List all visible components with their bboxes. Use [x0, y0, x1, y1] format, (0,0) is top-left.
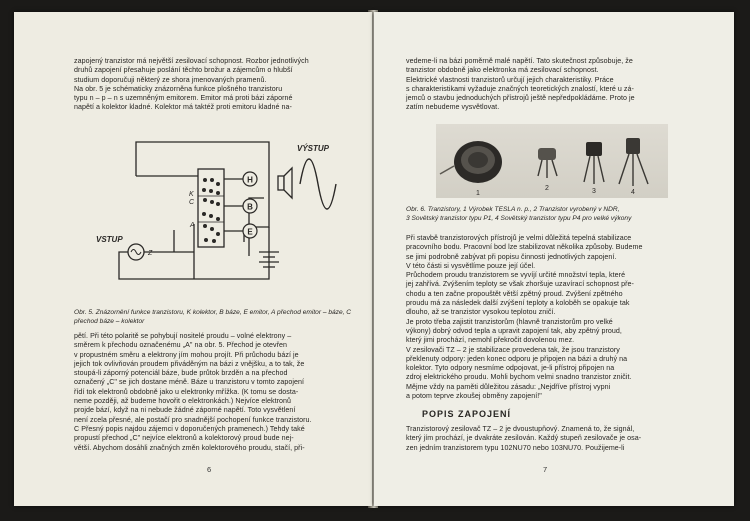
left-paragraph-top: zapojený tranzistor má největší zesilovací schopnost. Rozbor jednotlivých druhů zapojení přesahuje poslání těchto brožur a zájemcům o hlubší studium doporučuji některý ze shora jmenovaných pramenů. Na obr. 5 je schématicky znázorněna funkce plošného tranzistoru typu n – p – n s uzemněným emitorem. Emitor má proti bázi záporné napětí a kolektor kladné. Kolektor má taktéž proti emitoru kladné na-: [74, 57, 309, 112]
p4-transistor-image: [619, 138, 648, 186]
output-label: VÝSTUP: [297, 144, 330, 153]
a-label: A: [190, 222, 195, 229]
right-paragraph-top: vedeme-li na bázi poměrně malé napětí. Tato skutečnost způsobuje, že tranzistor obdobně jako elektronka má zesilovací schopnost. Elektrické vlastnosti tranzistorů určují jejich charakteristiky. Práce s charakteristikami vyžaduje značných teoretických znalostí, které u zá- jemců o stavbu jednoduchých přístrojů ještě nepředpokládáme. Proto je zatím nebudeme vysvětlovat.: [406, 57, 635, 112]
p1-transistor-image: [584, 142, 604, 184]
node-b: [243, 199, 257, 213]
node-e: [243, 224, 257, 238]
photo-number-1: 1: [476, 190, 480, 197]
right-page: [374, 12, 734, 506]
left-page: [14, 12, 372, 506]
speaker-symbol: [278, 168, 292, 198]
c-label: C: [189, 199, 195, 206]
right-page-number: 7: [543, 465, 548, 474]
transistor-circuit-figure: [94, 124, 349, 302]
photo-number-3: 3: [592, 188, 596, 195]
ndr-transistor-image: [538, 148, 557, 178]
section-heading: POPIS ZAPOJENÍ: [422, 409, 512, 419]
k-label: K: [189, 191, 194, 198]
svg-text:E: E: [247, 227, 253, 237]
left-paragraph-bottom: pětí. Při této polaritě se pohybují nositelé proudu – volné elektrony – směrem k přechodu označenému „A" na obr. 5. Přechod je otevřen v propustném směru a elektrony jím mohou projít. Při průchodu bází je jejich tok ovlivňován proudem přiváděným na bázi z vnějšku, a to tak, že stoupá-li záporný potenciál báze, bude průtok brzděn a na přechod označený „C" se jich dostane méně. Báze u tranzistoru v tomto zapojení řídí tok elektronů obdobně jako u elektronky mřížka. (K tomu se dosta- neme později, až budeme hovořit o elektronkách.) Nejvíce elektronů projde bází, když na ni nebude žádné záporné napětí. Toto vysvětlení není zcela přesné, ale postačí pro snadnější pochopení funkce tranzistoru. C Přesný popis najdou zájemci v doporučených pramenech.) Tehdy také propustí přechod „C" nejvíce elektronů a kolektorový proud bude nej- větší. Abychom dosáhli značných změn kolektorového proudu, stačí, při-: [74, 332, 312, 452]
figure-6-caption: Obr. 6. Tranzistory, 1 Výrobek TESLA n. p., 2 Tranzistor vyrobený v NDR, 3 Sovětský tranzistor typu P1, 4 Sovětský tranzistor typu P4 pro velké výkony: [406, 206, 632, 222]
photo-number-4: 4: [631, 189, 635, 196]
tesla-transistor-image: [440, 141, 502, 183]
svg-text:B: B: [247, 202, 253, 212]
node-h: [243, 172, 257, 186]
left-page-number: 6: [207, 465, 212, 474]
right-paragraph-bottom: Tranzistorový zesilovač TZ – 2 je dvoustupňový. Znamená to, že signál, který jím prochází, je dvakráte zesilován. Každý stupeň zesilovače je osa- zen jedním tranzistorem typu 102NU70 nebo 103NU70. Použijeme-li: [406, 425, 642, 452]
photo-number-2: 2: [545, 185, 549, 192]
transistors-photo: [436, 124, 668, 198]
z-label: Z: [148, 250, 153, 257]
input-label: VSTUP: [96, 235, 123, 244]
figure-5-caption: Obr. 5. Znázornění funkce tranzistoru, K kolektor, B báze, E emitor, A přechod emitor – báze, C přechod báze – kolektor: [74, 309, 352, 325]
input-source: [128, 244, 144, 260]
svg-text:H: H: [247, 175, 253, 185]
right-paragraph-middle: Při stavbě tranzistorových přístrojů je velmi důležitá tepelná stabilizace pracovního bodu. Pracovní bod lze stabilizovat několika způsoby. Budeme se jimi podrobně zabývat při popisu činnosti jednotlivých zapojení. V této části si vysvětlíme pouze její účel. Průchodem proudu tranzistorem se vyvíjí určité množství tepla, které jej zahřívá. Zvýšením teploty se však zhoršuje uzavírací schopnost pře- chodu a ten začne propouštět větší zpětný proud. Zvýšení zpětného proudu má za následek další zvýšení teploty a koloběh se opakuje tak dlouho, až se tranzistor vysokou teplotou zničí. Je proto třeba zajistit tranzistorům (hlavně tranzistorům pro velké výkony) dobrý odvod tepla a upravit zapojení tak, aby zpětný proud, který jimi prochází, nemohl překročit dovolenou mez. V zesilovači TZ – 2 je stabilizace provedena tak, že jsou tranzistory překlenuty odpory: jeden konec odporu je připojen na bázi a druhý na kolektor. Tyto odpory nesmíme odpojovat, je-li přístroj připojen na zdroj elektrického proudu. Mohli bychom velmi snadno tranzistor zničit. Mějme vždy na paměti důležitou zásadu: „Nejdříve přístroj vypni a potom teprve zkoušej obměny zapojení!": [406, 234, 643, 401]
output-wave: [300, 159, 336, 209]
